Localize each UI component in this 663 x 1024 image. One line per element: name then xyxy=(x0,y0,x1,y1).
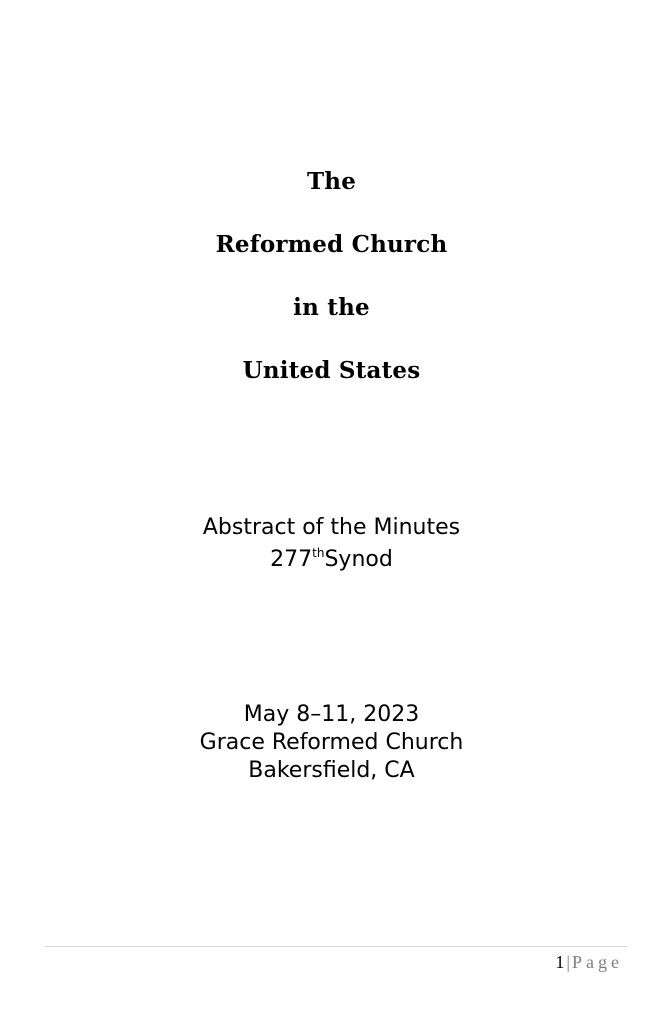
synod-ordinal-suffix: th xyxy=(312,546,325,560)
page-footer xyxy=(555,950,623,974)
synod-ordinal-number: 277 xyxy=(270,547,313,572)
synod-word: Synod xyxy=(324,547,393,572)
event-location: Bakersfield, CA xyxy=(248,758,415,783)
title-line-in-the: in the xyxy=(293,294,370,321)
title-line-reformed-church: Reformed Church xyxy=(215,231,448,258)
abstract-heading: Abstract of the Minutes xyxy=(202,515,461,540)
event-dates: May 8–11, 2023 xyxy=(243,702,420,727)
footer-separator: | xyxy=(566,952,570,972)
title-line-the: The xyxy=(306,168,357,195)
page-number: 1 xyxy=(555,952,565,972)
event-venue: Grace Reformed Church xyxy=(199,730,464,755)
footer-divider xyxy=(44,946,628,947)
synod-number xyxy=(0,546,663,576)
page-label: Page xyxy=(572,952,623,972)
title-line-united-states: United States xyxy=(242,357,421,384)
